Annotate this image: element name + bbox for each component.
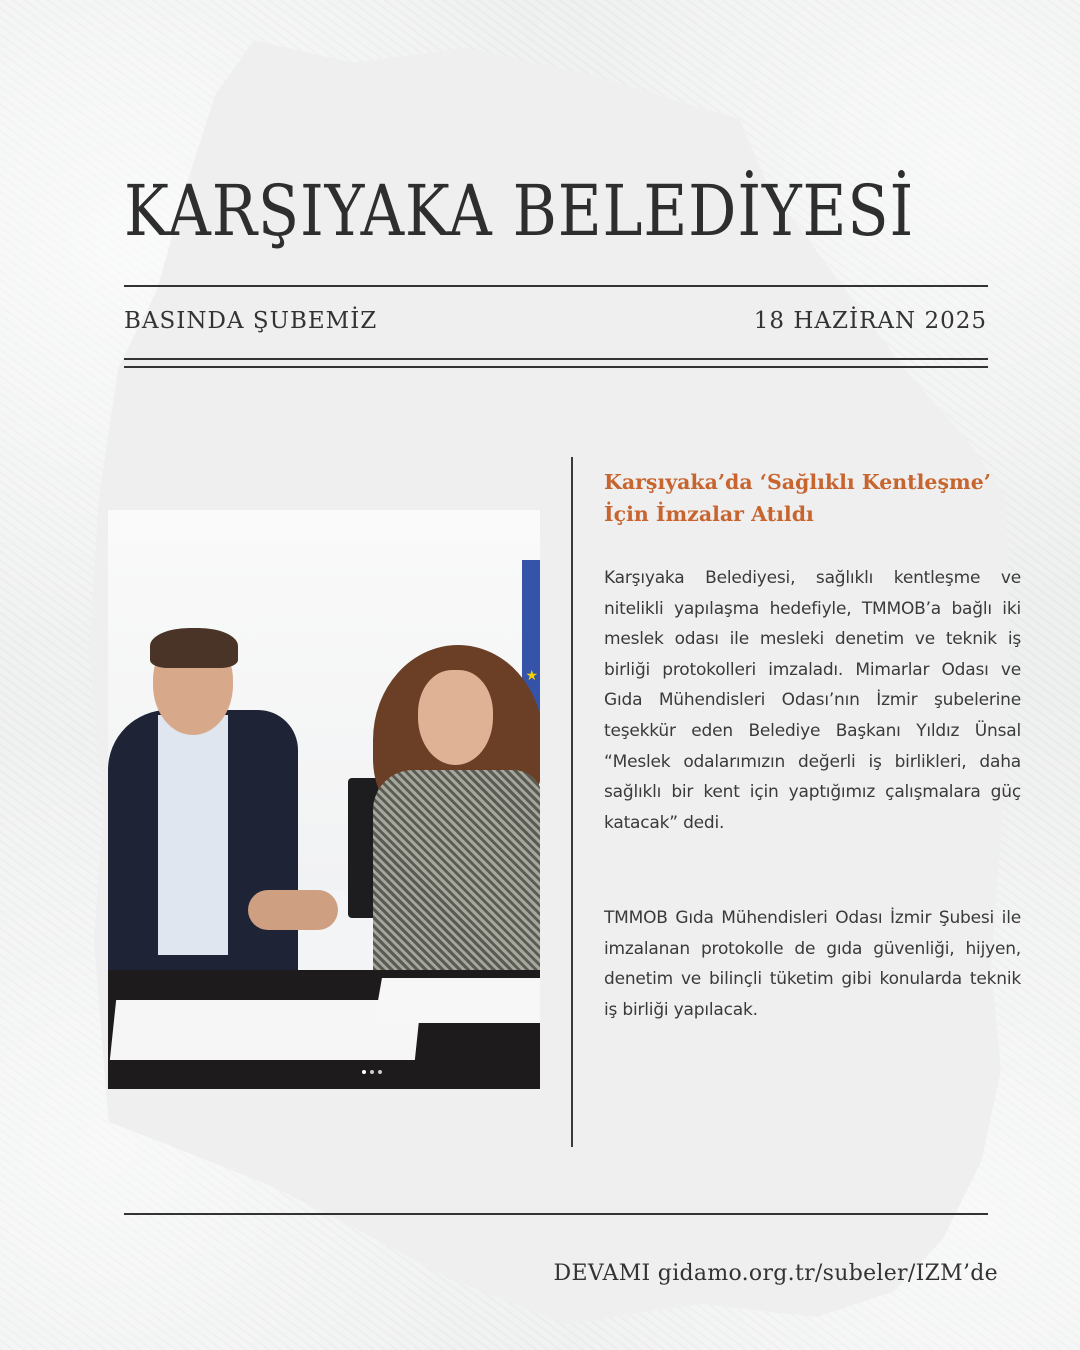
read-more-link[interactable]: DEVAMI gidamo.org.tr/subeler/IZM’de — [553, 1261, 998, 1286]
carousel-dot[interactable] — [370, 1070, 374, 1074]
carousel-dot[interactable] — [362, 1070, 366, 1074]
photo-handshake — [248, 890, 338, 930]
photo-document — [110, 1000, 421, 1060]
column-divider — [571, 457, 573, 1147]
header-rule-double-1 — [124, 358, 988, 360]
article-headline: Karşıyaka’da ‘Sağlıklı Kentleşme’ İçin İmzalar Atıldı — [604, 470, 991, 526]
article-paragraph: TMMOB Gıda Mühendisleri Odası İzmir Şubesi ile imzalanan protokolle de gıda güvenliği, hijyen, denetim ve bilinçli tüketim gibi konularda teknik iş birliği yapılacak. — [604, 908, 1021, 1020]
page-title: KARŞIYAKA BELEDİYESİ — [124, 170, 915, 252]
footer-rule — [124, 1213, 988, 1215]
article-paragraph: Karşıyaka Belediyesi, sağlıklı kentleşme ve nitelikli yapılaşma hedefiyle, TMMOB’a bağlı iki meslek odası ile mesleki denetim ve teknik iş birliği protokolleri imzaladı. Mimarlar Odası ve Gıda Mühendisleri Odası’nın İzmir şubelerine teşekkür eden Belediye Başkanı Yıldız Ünsal “Meslek odalarımızın değerli iş birlikleri, daha sağlıklı bir kent için yaptığımız çalışmalara güç katacak” dedi. — [604, 568, 1021, 833]
date-label: 18 HAZİRAN 2025 — [753, 308, 987, 334]
photo-document — [374, 978, 540, 1023]
photo-man-shirt — [158, 715, 228, 955]
photo-woman — [373, 770, 540, 970]
carousel-dot[interactable] — [378, 1070, 382, 1074]
section-label: BASINDA ŞUBEMİZ — [124, 308, 378, 334]
header-rule-top — [124, 285, 988, 287]
photo-woman-face — [418, 670, 493, 765]
header-rule-double-2 — [124, 366, 988, 368]
star-icon: ★ — [525, 668, 538, 684]
article-photo — [108, 510, 540, 1089]
photo-man-hair — [150, 628, 238, 668]
carousel-dots[interactable] — [362, 1070, 382, 1074]
